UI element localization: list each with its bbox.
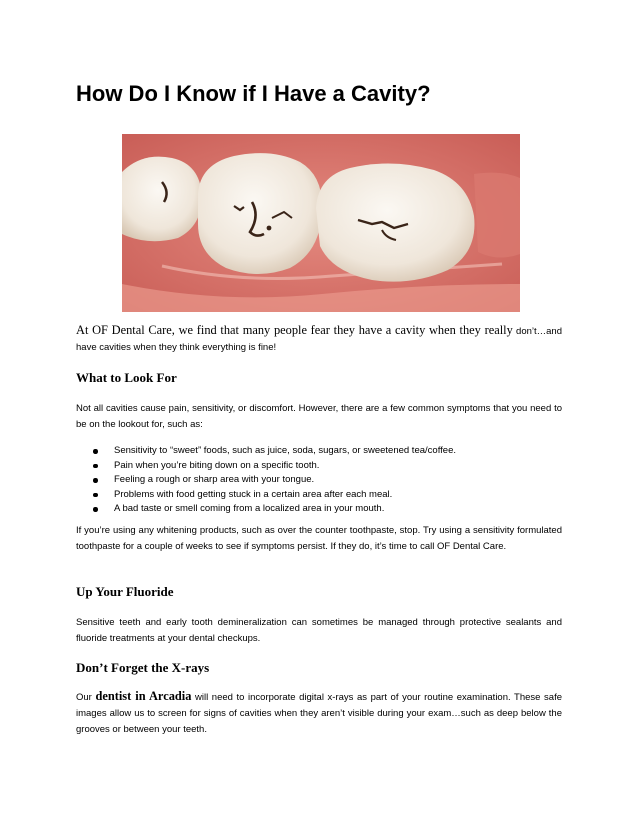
teeth-cavity-photo: [122, 134, 520, 312]
page-title: How Do I Know if I Have a Cavity?: [76, 81, 431, 106]
list-item-text: Sensitivity to “sweet” foods, such as juice, soda, sugars, or sweetened tea/coffee.: [114, 445, 457, 456]
dentist-in-arcadia-emphasis: dentist in Arcadia: [95, 689, 192, 703]
list-item-text: Feeling a rough or sharp area with your tongue.: [114, 474, 315, 486]
xrays-prefix: Our: [76, 692, 96, 703]
whitening-paragraph: If you’re using any whitening products, such as over the counter toothpaste, stop. Try using a sensitivity formulated toothpaste for a couple of weeks to see if symptoms persist. If they do, it’s time to call OF Dental Care.: [76, 525, 562, 552]
intro-paragraph: [76, 322, 562, 356]
list-item: [76, 502, 562, 517]
xrays-rest: will need to incorporate digital x-rays as part of your routine examination. These safe images allow us to screen for signs of cavities when they aren’t visible during your exam…such as deep below the grooves or between your teeth.: [76, 692, 562, 735]
list-item-text: Problems with food getting stuck in a certain area after each meal.: [114, 488, 393, 500]
list-item: [76, 459, 562, 474]
fluoride-paragraph: Sensitive teeth and early tooth demineralization can sometimes be managed through protective sealants and fluoride treatments at your dental checkups.: [76, 617, 562, 644]
intro-sans-text: don’t…and have cavities when they think everything is fine!: [76, 326, 563, 353]
bullet-icon: [93, 478, 98, 483]
intro-serif-text: At OF Dental Care, we find that many people fear they have a cavity when they really: [76, 323, 513, 337]
symptom-list: [76, 444, 562, 517]
section-paragraph: Not all cavities cause pain, sensitivity, or discomfort. However, there are a few common symptoms that you need to be on the lookout for, such as:: [76, 403, 562, 430]
list-item: [76, 473, 562, 488]
bullet-icon: [93, 449, 98, 454]
section-heading-what-to-look-for: What to Look For: [76, 370, 177, 385]
bullet-icon: [93, 464, 98, 469]
list-item: [76, 444, 562, 459]
list-item-text: Pain when you’re biting down on a specific tooth.: [114, 459, 320, 471]
bullet-icon: [93, 493, 98, 498]
section-heading-up-your-fluoride: Up Your Fluoride: [76, 584, 174, 599]
list-item: [76, 488, 562, 503]
list-item-text: A bad taste or smell coming from a localized area in your mouth.: [114, 503, 385, 515]
xrays-paragraph: [76, 688, 562, 738]
bullet-icon: [93, 507, 98, 512]
section-heading-xrays: Don’t Forget the X-rays: [76, 660, 210, 675]
